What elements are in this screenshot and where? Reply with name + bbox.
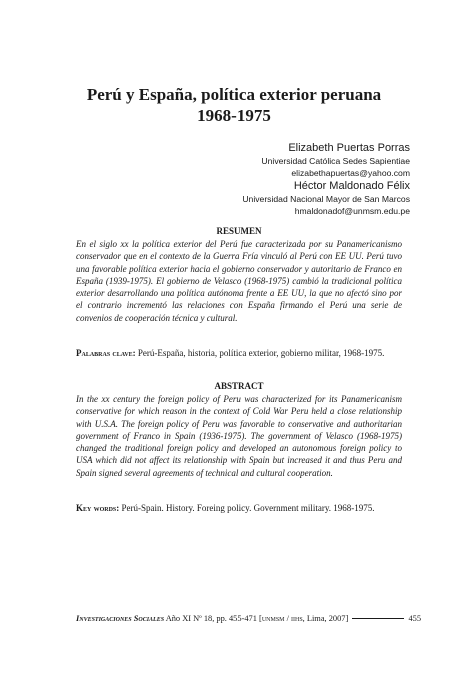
resumen-text: En el siglo xx la política exterior del Perú fue caracterizada por su Panamericanismo conservador que en el contexto de la Guerra Fría vinculó al Perú con EE UU. Perú tuvo una favorable política exterior hacia el gobierno conservador y autoritario de Franco en España (1939-1975). El gobierno de Velasco (1968-1975) cambió la tradicional política exterior desarrollando una política autónoma frente a EE UU, la que no afectó sino por el contrario incrementó las relaciones con España firmando el Perú una serie de convenios de cooperación técnica y cultural. <box>76 239 402 323</box>
journal-issue: Año XI Nº 18, pp. 455-471 <box>165 614 257 623</box>
palabras-clave-label: Palabras clave: <box>76 348 136 358</box>
palabras-clave-text: Perú-España, historia, política exterior, gobierno militar, 1968-1975. <box>137 348 385 358</box>
journal-name: Investigaciones Sociales <box>76 614 165 623</box>
footer-publisher: unmsm / iihs <box>261 614 303 623</box>
author-email-1: elizabethapuertas@yahoo.com <box>291 168 410 178</box>
footer-rule <box>352 618 404 619</box>
abstract-text: In the xx century the foreign policy of Peru was characterized for its Panamericanism conservative for which reason in the context of Cold War Peru held a close relationship with U.S.A. The foreign policy of Peru was favorable to conservative and authoritarian government of Franco in Spain (1936-1975). The government of Velasco (1968-1975) changed the traditional foreign policy and developed an autonomous foreign policy to USA which did not affect its relationship with Spain but increased it and thus Peru and Spain signed several agreements of technical and cultural cooperation. <box>76 394 402 478</box>
author-email-2: hmaldonadof@unmsm.edu.pe <box>294 206 410 216</box>
key-words-label: Key words: <box>76 503 120 513</box>
author-affiliation-1: Universidad Católica Sedes Sapientiae <box>261 156 410 166</box>
resumen-heading: RESUMEN <box>216 226 262 236</box>
title-line-2: 1968-1975 <box>197 106 271 125</box>
author-name-1: Elizabeth Puertas Porras <box>288 142 410 154</box>
palabras-clave <box>76 347 402 359</box>
page-footer <box>76 614 422 623</box>
key-words-text: Perú-Spain. History. Foreing policy. Government military. 1968-1975. <box>121 503 375 513</box>
key-words <box>76 502 402 514</box>
author-affiliation-2: Universidad Nacional Mayor de San Marcos <box>242 194 410 204</box>
abstract-heading: ABSTRACT <box>214 381 264 391</box>
page-number: 455 <box>408 614 422 623</box>
footer-bracket: [ <box>259 614 262 623</box>
paper-title <box>40 84 428 126</box>
author-block <box>50 141 410 217</box>
title-line-1: Perú y España, política exterior peruana <box>86 85 382 104</box>
author-name-2: Héctor Maldonado Félix <box>293 180 410 192</box>
footer-place-date: , Lima, 2007] <box>302 614 349 623</box>
